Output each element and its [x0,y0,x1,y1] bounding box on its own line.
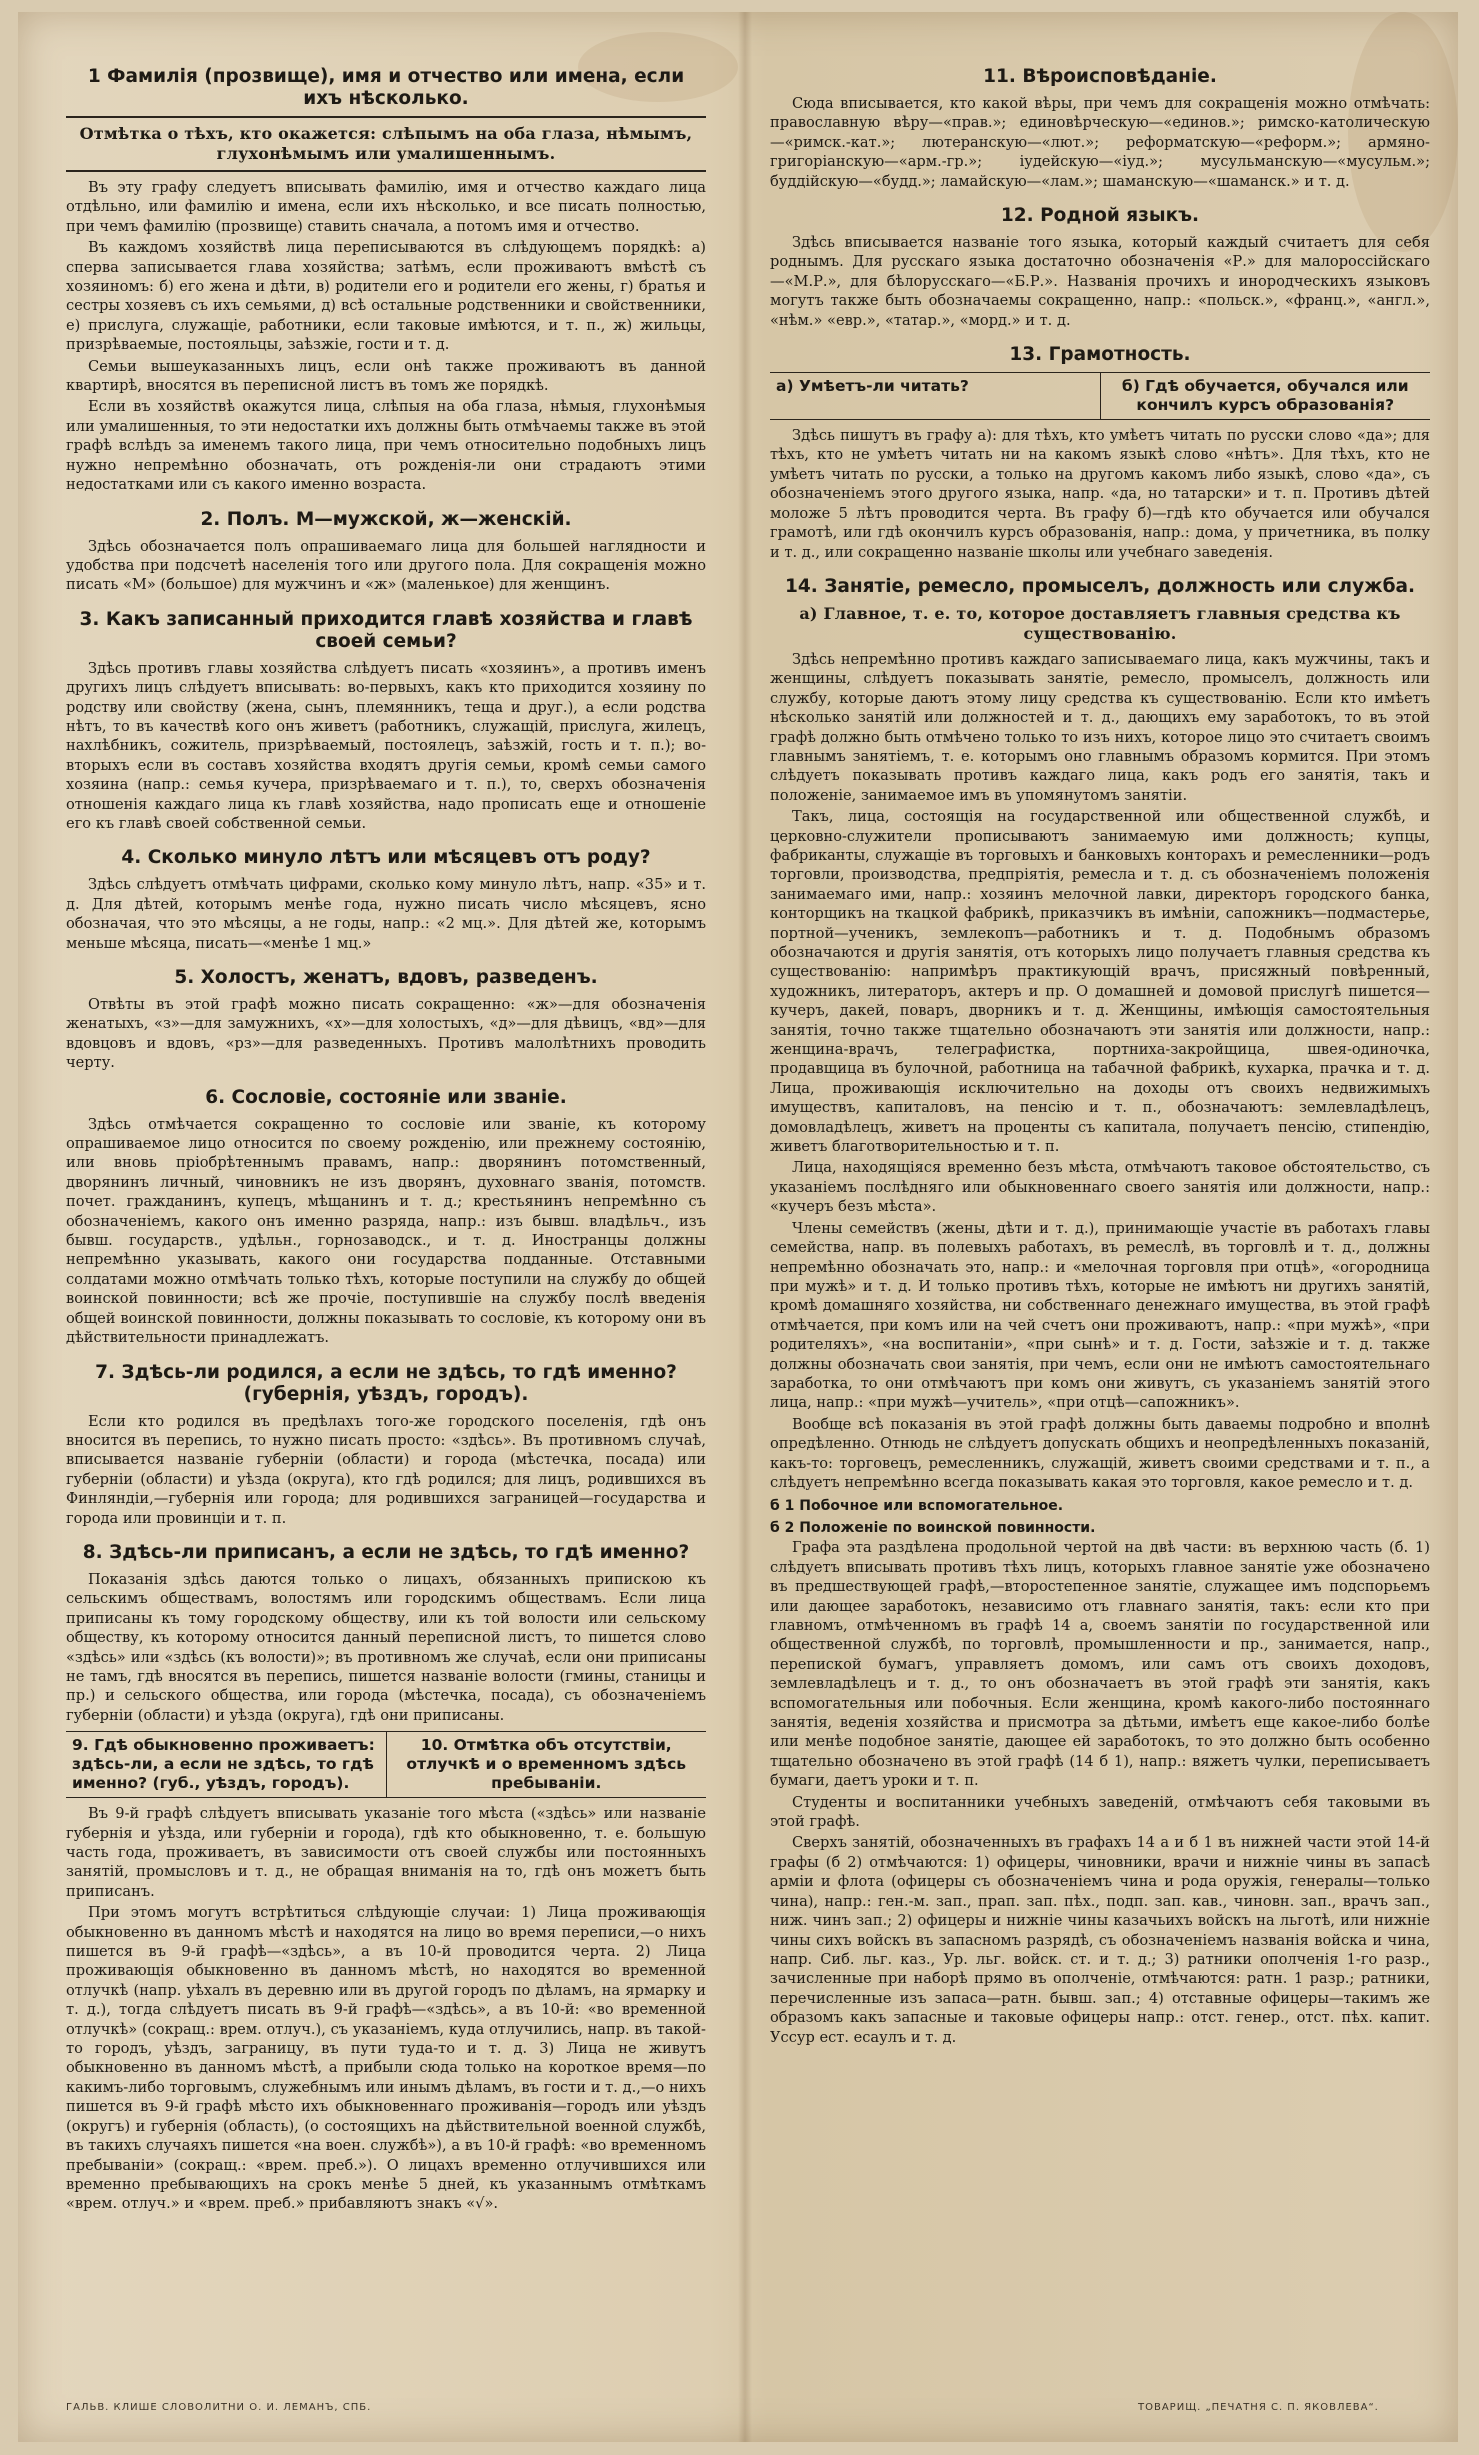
section-8-title: 8. Здѣсь-ли приписанъ, а если не здѣсь, то гдѣ именно? [82,1541,690,1563]
paragraph: Здѣсь слѣдуетъ отмѣчать цифрами, сколько кому минуло лѣтъ, напр. «35» и т. д. Для дѣтей, которымъ менѣе года, нужно писать число мѣсяцевъ, ясно обозначая, что это мѣсяцы, а не годы, напр.: «2 мц.». Для дѣтей же, которымъ меньше мѣсяца, писать—«менѣе 1 мц.» [66,876,706,952]
divider [66,116,706,118]
paragraph: Если въ хозяйствѣ окажутся лица, слѣпыя на оба глаза, нѣмыя, глухонѣмыя или умалишенныя, то эти недостатки ихъ должны быть отмѣчаемы также въ этой графѣ вслѣдъ за именемъ такого лица, при чемъ относительно подобныхъ лицъ нужно непремѣнно обозначать, отъ рожденія-ли они страдаютъ этими недостатками или съ какого именно возраста. [66,398,706,494]
section-9-title: 9. Гдѣ обыкновенно проживаетъ: здѣсь-ли, а если не здѣсь, то гдѣ именно? (губ., уѣздъ, городъ). [72,1736,375,1793]
paragraph: При этомъ могутъ встрѣтиться слѣдующіе случаи: 1) Лица проживающія обыкновенно въ данномъ мѣстѣ и находятся на лицо во время переписи,—о нихъ пишется въ 9-й графѣ—«здѣсь», а въ 10-й проводится черта. 2) Лица проживающія обыкновенно въ данномъ мѣстѣ, но находятся во временной отлучкѣ (напр. уѣхалъ въ деревню или въ другой городъ по дѣламъ, на ярмарку и т. д.), тогда слѣдуетъ писать въ 9-й графѣ—«здѣсь», а въ 10-й: «во временной отлучкѣ» (сокращ.: врем. отлуч.), съ указаніемъ, куда отлучились, напр. въ такой-то городъ, уѣздъ, заграницу, въ пути туда-то и т. д. 3) Лица не живутъ обыкновенно въ данномъ мѣстѣ, а прибыли сюда только на короткое время—по какимъ-либо торговымъ, служебнымъ или инымъ дѣламъ, въ гости и т. д.,—о нихъ пишется въ 9-й графѣ мѣсто ихъ обыкновеннаго проживанія—городъ или уѣздъ (округъ) и губернія (область), (о состоящихъ на дѣйствительной военной службѣ, въ такихъ случаяхъ пишется «на воен. службѣ»), а въ 10-й графѣ: «во временномъ пребываніи» (сокращ.: «врем. преб.»). О лицахъ временно отлучившихся или временно пребывающихъ на срокъ менѣе 5 дней, къ указаннымъ отмѣткамъ «врем. отлуч.» и «врем. преб.» прибавляютъ знакъ «√». [66,1904,706,2213]
divider [66,170,706,172]
paragraph: Показанія здѣсь даются только о лицахъ, обязанныхъ припискою къ сельскимъ обществамъ, волостямъ или городскимъ обществамъ. Если лица приписаны къ тому городскому обществу, или къ той волости или сельскому обществу, къ которому относится данный переписной листъ, то пишется слово «здѣсь» или «здѣсь (къ волости)»; въ противномъ же случаѣ, если они приписаны не тамъ, гдѣ вносятся въ перепись, пишется названіе волости (гмины, станицы и пр.) и сельского общества, или города (мѣстечка, посада), съ обозначеніемъ губерніи (области) и уѣзда (округа), гдѣ они приписаны. [66,1570,706,1724]
paragraph: Если кто родился въ предѣлахъ того-же городского поселенія, гдѣ онъ вносится въ перепись, то нужно писать просто: «здѣсь». Въ противномъ случаѣ, вписывается названіе губерніи (области) и города (мѣстечка, посада) или губерніи (области) и уѣзда (округа), кто гдѣ родился; для лицъ, родившихся въ Финляндіи,—губернія или города; для родившихся заграницей—государства и города или провинціи и т. п. [66,1412,706,1527]
section-12-title: 12. Родной языкъ. [1000,205,1200,227]
section-13-subheader [770,372,1430,420]
paragraph: Отвѣты въ этой графѣ можно писать сокращенно: «ж»—для обозначенія женатыхъ, «з»—для замужнихъ, «х»—для холостыхъ, «д»—для дѣвицъ, «вд»—для вдовцовъ и вдовъ, «рз»—для разведенныхъ. Противъ малолѣтнихъ проводить черту. [66,996,706,1072]
section-1-subtitle: Отмѣтка о тѣхъ, кто окажется: слѣпымъ на оба глаза, нѣмымъ, глухонѣмымъ или умалишеннымъ. [79,124,693,163]
paragraph: Лица, находящіяся временно безъ мѣста, отмѣчаютъ таковое обстоятельство, съ указаніемъ послѣдняго или обыкновеннаго своего занятія или должности, напр.: «кучеръ безъ мѣста». [770,1159,1430,1216]
printer-credit-right: ТОВАРИЩ. „ПЕЧАТНЯ С. П. ЯКОВЛЕВА“. [1138,2402,1379,2413]
right-column [770,60,1430,2330]
paragraph: Здѣсь обозначается полъ опрашиваемаго лица для большей наглядности и удобства при подсчетѣ населенія того или другого пола. Для сокращенія можно писать «М» (большое) для мужчинъ и «ж» (маленькое) для женщинъ. [66,537,706,594]
section-14b2-title: б 2 Положеніе по воинской повинности. [770,1520,1096,1537]
section-5-title: 5. Холостъ, женатъ, вдовъ, разведенъ. [174,967,598,988]
paragraph: Студенты и воспитанники учебныхъ заведеній, отмѣчаютъ себя таковыми въ этой графѣ. [770,1793,1430,1831]
paragraph: Такъ, лица, состоящія на государственной или общественной службѣ, и церковно-служители прописываютъ занимаемую ими должность; купцы, фабриканты, служащіе въ торговыхъ и банковыхъ конторахъ и ремесленники—родъ торговли, производства, предпріятія, ремесла и т. д. съ обозначеніемъ положенія занимаемаго ими, напр.: хозяинъ мелочной лавки, директоръ городского банка, конторщикъ на ткацкой фабрикѣ, приказчикъ въ имѣніи, сапожникъ—подмастерье, портной—ученикъ, землекопъ—работникъ и т. д. Подобнымъ образомъ обозначаются и другія занятія, отъ которыхъ лицо получаетъ главныя средства къ существованію: напримѣръ практикующій врачъ, присяжный повѣренный, художникъ, литераторъ, актеръ и пр. О домашней и домовой прислугѣ пишется—кучеръ, дакей, поваръ, дворникъ и т. д. Женщины, имѣющія самостоятельныя занятія, точно также тщательно обозначаютъ эти занятія или должности, напр.: женщина-врачъ, телеграфистка, портниха-закройщица, швея-одиночка, продавщица въ булочной, работница на табачной фабрикѣ, кухарка, прачка и т. д. Лица, проживающія исключительно на доходы отъ своихъ недвижимыхъ имуществъ, капиталовъ, на пенсію и т. п., обозначаютъ: землевладѣлецъ, домовладѣлецъ, живетъ на проценты съ капитала, получаетъ пенсію, стипендію, живетъ благотворительностью и т. п. [770,808,1430,1156]
paragraph: Здѣсь пишутъ въ графу а): для тѣхъ, кто умѣетъ читать по русски слово «да»; для тѣхъ, кто не умѣетъ читать ни на какомъ языкѣ слово «нѣтъ». Для тѣхъ, кто не умѣетъ читать по русски, а только на другомъ какомъ либо языкѣ, слово «да», съ обозначеніемъ этого другого языка, напр. «да, но татарски» и т. п. Противъ дѣтей моложе 5 лѣтъ проводится черта. Въ графу б)—гдѣ кто обучается или обучался грамотѣ, или гдѣ окончилъ курсъ образованія, напр.: дома, у причетника, въ полку и т. д., или сокращенно названіе школы или учебнаго заведенія. [770,427,1430,561]
section-14b1-title: б 1 Побочное или вспомогательное. [770,1498,1064,1515]
section-9-10-header [66,1731,706,1798]
section-13b-title: б) Гдѣ обучается, обучался или кончилъ курсъ образованія? [1100,373,1431,419]
paragraph: Въ эту графу следуетъ вписывать фамилію, имя и отчество каждаго лица отдѣльно, или фамилію и имена, если ихъ нѣсколько, и все писать полностью, при чемъ фамилію (прозвище) ставить сначала, а потомъ имя и отчество. [66,179,706,235]
section-1-title: 1 Фамилія (прозвище), имя и отчество или имена, если ихъ нѣсколько. [87,66,685,109]
section-10-title: 10. Отмѣтка объ отсутствіи, отлучкѣ и о временномъ здѣсь пребываніи. [386,1732,707,1797]
paragraph: Здѣсь отмѣчается сокращенно то сословіе или званіе, къ которому опрашиваемое лицо относится по своему рожденію, или прежнему состоянію, или вновь пріобрѣтеннымъ правамъ, напр.: дворянинъ потомственный, дворянинъ личный, чиновникъ не изъ дворянъ, духовнаго званія, потомств. почет. гражданинъ, купецъ, мѣщанинъ и т. д.; крестьянинъ непремѣнно съ обозначеніемъ, какого онъ именно разряда, напр.: изъ бывш. владѣльч., изъ бывш. государств., удѣльн., горнозаводск., и т. д. Иностранцы должны непремѣнно указывать, какого они государства подданные. Отставными солдатами можно отмѣчать только тѣхъ, которые поступили на службу до общей воинской повинности; всѣ же прочіе, поступившіе на службу послѣ введенія общей воинской повинности, должны показывать то сословіе, къ которому они въ дѣйствительности принадлежатъ. [66,1115,706,1347]
section-14-title: 14. Занятіе, ремесло, промыселъ, должность или служба. [784,575,1415,597]
paragraph: Графа эта раздѣлена продольной чертой на двѣ части: въ верхнюю часть (б. 1) слѣдуетъ вписывать противъ тѣхъ лицъ, которыхъ главное занятіе уже обозначено въ предшествующей графѣ,—второстепенное занятіе, служащее имъ подспорьемъ или дающее заработокъ, независимо отъ главнаго занятія, такъ: если кто при главномъ, отмѣченномъ въ графѣ 14 а, своемъ занятіи по государственной или общественной службѣ, по торговлѣ, промышленности и пр., занимается, напр., перепиской бумагъ, управляетъ домомъ, или самъ отъ своихъ доходовъ, землевладѣлецъ и т. д., то онъ обозначаетъ въ этой графѣ эти занятія, какъ вспомогательныя или побочныя. Если женщина, кромѣ какого-либо постояннаго занятія, веденія хозяйства и присмотра за дѣтьми, имѣетъ еще какое-либо болѣе или менѣе подобное занятіе, дающее ей заработокъ, то это должно быть особенно тщательно обозначено въ этой графѣ (14 б 1), напр.: вяжетъ чулки, переписываетъ бумаги, даетъ уроки и т. п. [770,1539,1430,1790]
paragraph: Члены семействъ (жены, дѣти и т. д.), принимающіе участіе въ работахъ главы семейства, напр. въ полевыхъ работахъ, въ ремеслѣ, въ торговлѣ и т. д., должны непремѣнно обозначать это, напр.: и «мелочная торговля при отцѣ», «огородница при мужѣ» и т. д. И только противъ тѣхъ, которые не имѣютъ ни другихъ занятій, кромѣ домашняго хозяйства, ни собственнаго денежнаго имущества, въ этой графѣ отмѣчается, при комъ или на чей счетъ они проживаютъ, напр.: «при мужѣ», «при родителяхъ», «на воспитаніи», «при сынѣ» и т. д. Гости, заѣзжіе и т. д. также должны обозначать свои занятія, при чемъ, если они не имѣютъ самостоятельнаго заработка, то они отмѣчаютъ при комъ они живутъ, съ указаніемъ занятій этого лица, напр.: «при мужѣ—учитель», «при отцѣ—сапожникъ». [770,1219,1430,1412]
paragraph: Вообще всѣ показанія въ этой графѣ должны быть даваемы подробно и вполнѣ опредѣленно. Отнюдь не слѣдуетъ допускать общихъ и неопредѣленныхъ показаній, какъ-то: торговецъ, ремесленникъ, служащій, живетъ своими средствами и т. п., а слѣдуетъ непремѣнно всегда показывать какая это торговля, какое ремесло и т. д. [770,1415,1430,1491]
paragraph: Здѣсь вписывается названіе того языка, который каждый считаетъ для себя роднымъ. Для русскаго языка достаточно обозначенія «Р.» для малороссійскаго—«М.Р.», для бѣлорусскаго—«Б.Р.». Названія прочихъ и инородческихъ языковъ могутъ также быть обозначаемы сокращенно, напр.: «польск.», «франц.», «англ.», «нѣм.» «евр.», «татар.», «морд.» и т. д. [770,234,1430,329]
section-11-title: 11. Вѣроисповѣданіе. [983,66,1217,87]
paragraph: Здѣсь непремѣнно противъ каждаго записываемаго лица, какъ мужчины, такъ и женщины, слѣдуетъ показывать занятіе, ремесло, промыселъ, должность или службу, которые даютъ этому лицу средства къ существованію. Если кто имѣетъ нѣсколько занятій или должностей и т. д., дающихъ ему заработокъ, то въ этой графѣ должно быть отмѣчено только то изъ нихъ, которое лицо это считаетъ своимъ главнымъ занятіемъ, т. е. которымъ оно главнымъ образомъ кормится. При этомъ слѣдуетъ показывать противъ каждаго лица, какъ родъ его занятія, такъ и положеніе, занимаемое имъ въ упомянутомъ занятіи. [770,650,1430,804]
section-4-title: 4. Сколько минуло лѣтъ или мѣсяцевъ отъ роду? [121,847,651,869]
paragraph: Семьи вышеуказанныхъ лицъ, если онѣ также проживаютъ въ данной квартирѣ, вносятся въ переписной листъ въ томъ же порядкѣ. [66,357,706,395]
left-column [66,60,706,2330]
census-form-sheet [18,12,1458,2442]
section-2-title: 2. Полъ. М—мужской, ж—женскій. [200,508,572,530]
paragraph: Сюда вписывается, кто какой вѣры, при чемъ для сокращенія можно отмѣчать: православную вѣру—«прав.»; единовѣрческую—«единов.»; римско-католическую—«римск.-кат.»; лютеранскую—«лют.»; реформатскую—«реформ.»; армяно-григоріанскую—«арм.-гр.»; іудейскую—«іуд.»; мусульманскую—«мусульм.»; буддійскую—«будд.»; ламайскую—«лам.»; шаманскую—«шаманск.» и т. д. [770,95,1430,190]
section-13-title: 13. Грамотность. [1009,344,1191,366]
section-7-title: 7. Здѣсь-ли родился, а если не здѣсь, то гдѣ именно? (губернія, уѣздъ, городъ). [95,1361,677,1405]
section-14a-subtitle: а) Главное, т. е. то, которое доставляетъ главныя средства къ существованію. [799,603,1401,643]
section-6-title: 6. Сословіе, состояніе или званіе. [205,1086,567,1108]
section-3-title: 3. Какъ записанный приходится главѣ хозяйства и главѣ своей семьи? [79,608,693,652]
section-13a-title: а) Умѣетъ-ли читать? [776,377,969,396]
paragraph: Сверхъ занятій, обозначенныхъ въ графахъ 14 а и б 1 въ нижней части этой 14-й графы (б 2) отмѣчаются: 1) офицеры, чиновники, врачи и нижніе чины въ запасѣ арміи и флота (офицеры съ обозначеніемъ чина и рода оружія, генералы—только чина), напр.: ген.-м. зап., прап. зап. пѣх., подп. зап. кав., чиновн. зап., врачъ зап., ниж. чинъ зап.; 2) офицеры и нижніе чины казачьихъ войскъ на льготѣ, или нижніе чины сихъ войскъ въ запасномъ разрядѣ, съ обозначеніемъ названія войска и чина, напр. Сиб. льг. каз., Ур. льг. войск. ст. и т. д.; 3) ратники ополченія 1-го разр., зачисленные при наборѣ прямо въ ополченіе, отмѣчаются: ратн. 1 разр.; ратники, перечисленные изъ запаса—ратн. бывш. зап.; 4) отставные офицеры—такимъ же образомъ какъ запасные и таковые офицеры напр.: отст. генер., отст. пѣх. капит. Уссур ест. есаулъ и т. д. [770,1834,1430,2046]
paragraph: Въ каждомъ хозяйствѣ лица переписываются въ слѣдующемъ порядкѣ: а) сперва записывается глава хозяйства; затѣмъ, если проживаютъ вмѣстѣ съ хозяиномъ: б) его жена и дѣти, в) родители его и родители его жены, г) братья и сестры хозяевъ съ ихъ семьями, д) всѣ остальные родственники и свойственники, е) прислуга, служащіе, работники, если таковые имѣются, и т. п., ж) жильцы, призрѣваемые, постояльцы, заѣзжіе, гости и т. д. [66,239,706,354]
printer-credit-left: ГАЛЬВ. КЛИШЕ СЛОВОЛИТНИ О. И. ЛЕМАНЪ, СПБ. [66,2402,372,2413]
paragraph: Здѣсь противъ главы хозяйства слѣдуетъ писать «хозяинъ», а противъ именъ другихъ лицъ слѣдуетъ вписывать: во-первыхъ, какъ кто приходится хозяину по родству или свойству (жена, сынъ, племянникъ, теща и друг.), а если родства нѣтъ, то въ качествѣ кого онъ живетъ (работникъ, служащій, прислуга, жилецъ, нахлѣбникъ, сожитель, призрѣваемый, постоялецъ, заѣзжій, гость и т. п.); во-вторыхъ если въ составъ хозяйства входятъ другія семьи, кромѣ семьи самого хозяина (напр.: семья кучера, призрѣваемаго и т. п.), то, сверхъ обозначенія отношенія каждаго лица къ главѣ хозяйства, надо прописать еще и отношеніе его къ главѣ своей собственной семьи. [66,659,706,832]
paper-fold [738,12,752,2442]
paragraph: Въ 9-й графѣ слѣдуетъ вписывать указаніе того мѣста («здѣсь» или названіе губернія и уѣзда, или губерніи и города), гдѣ кто обыкновенно, т. е. большую часть года, проживаетъ, въ зависимости отъ своей службы или постоянныхъ занятій, промысловъ и т. д., не обращая вниманія на то, гдѣ онъ можетъ быть приписанъ. [66,1805,706,1900]
